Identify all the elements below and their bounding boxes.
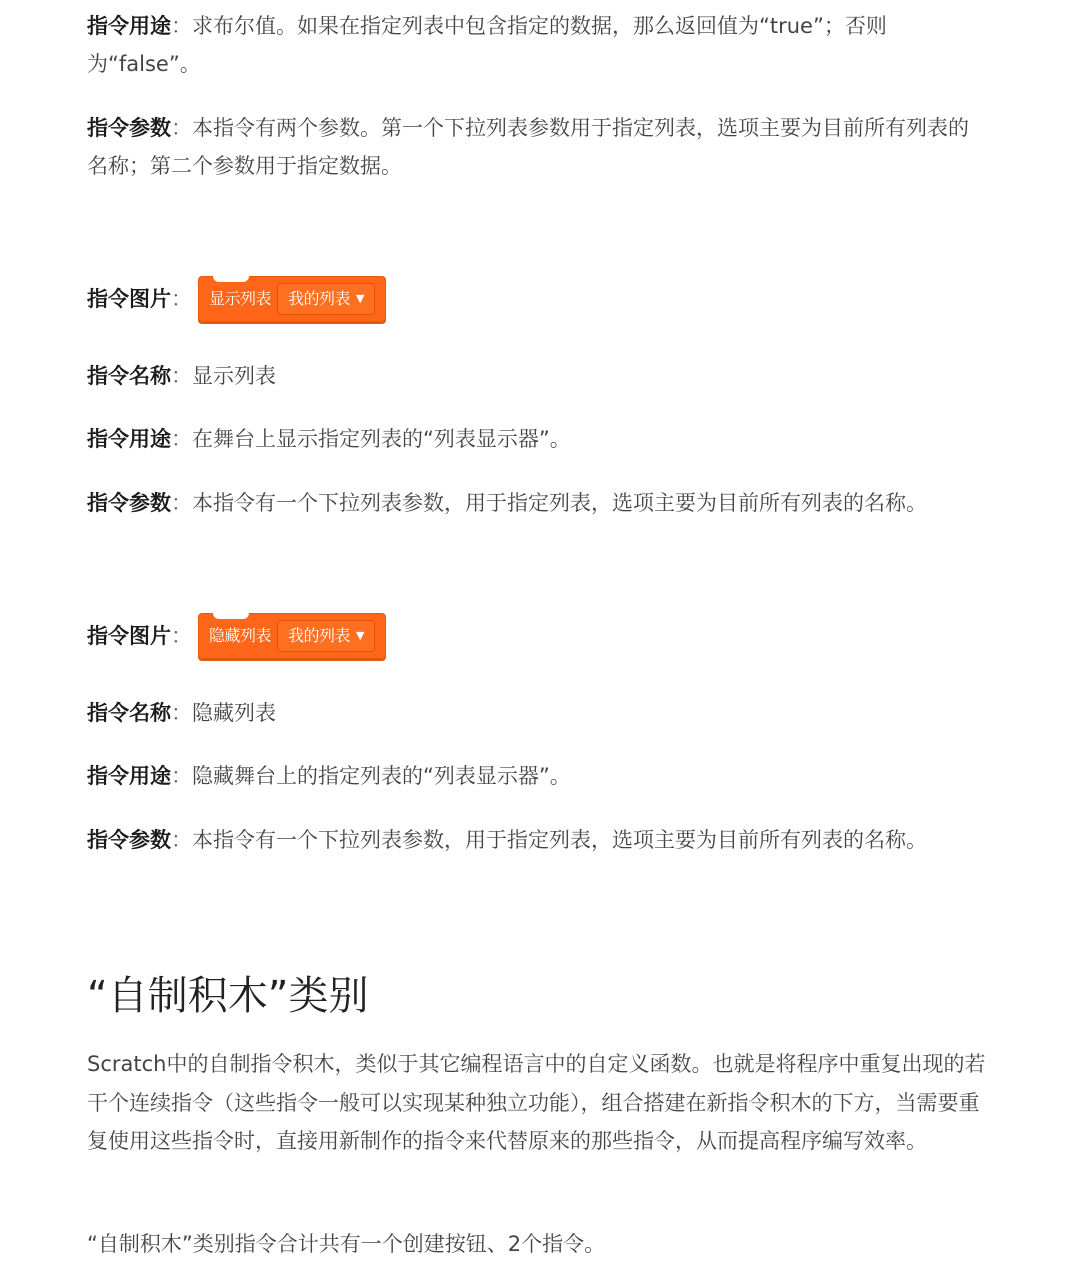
colon: ： (171, 491, 192, 515)
params-label: 指令参数 (87, 491, 171, 515)
usage-text: 求布尔值。如果在指定列表中包含指定的数据，那么返回值为“true”；否则为“false”。 (87, 14, 887, 76)
colon: ： (171, 427, 192, 451)
hide-list-block (198, 613, 386, 659)
colon: ： (171, 701, 192, 725)
block-notch (213, 613, 249, 619)
name-label: 指令名称 (87, 701, 171, 725)
list-dropdown (277, 620, 375, 652)
usage-label: 指令用途 (87, 427, 171, 451)
section-heading: “自制积木”类别 (87, 973, 369, 1019)
colon: ： (171, 624, 192, 648)
show-list-block (198, 276, 386, 322)
usage-label: 指令用途 (87, 764, 171, 788)
img-label: 指令图片 (87, 624, 171, 648)
params-label: 指令参数 (87, 116, 171, 140)
summary-paragraph: “自制积木”类别指令合计共有一个创建按钮、2个指令。 (87, 1232, 606, 1256)
name-label: 指令名称 (87, 364, 171, 388)
params-label: 指令参数 (87, 828, 171, 852)
s2-params (87, 821, 987, 859)
usage-text: 隐藏舞台上的指定列表的“列表显示器”。 (192, 764, 571, 788)
intro-paragraph: Scratch中的自制指令积木，类似于其它编程语言中的自定义函数。也就是将程序中重复出现的若干个连续指令（这些指令一般可以实现某种独立功能），组合搭建在新指令积木的下方，当需要重复使用这些指令时，直接用新制作的指令来代替原来的那些指令，从而提高程序编写效率。 (87, 1052, 986, 1153)
params-text: 本指令有两个参数。第一个下拉列表参数用于指定列表，选项主要为目前所有列表的名称；第二个参数用于指定数据。 (87, 116, 969, 178)
colon: ： (171, 764, 192, 788)
usage-text: 在舞台上显示指定列表的“列表显示器”。 (192, 427, 571, 451)
s0-params (87, 109, 987, 185)
dropdown-label: 我的列表 (288, 626, 351, 645)
params-text: 本指令有一个下拉列表参数，用于指定列表，选项主要为目前所有列表的名称。 (192, 828, 927, 852)
list-dropdown (277, 283, 375, 315)
colon: ： (171, 828, 192, 852)
caret-down-icon: ▼ (356, 629, 364, 642)
s1-params (87, 484, 987, 522)
caret-down-icon: ▼ (356, 292, 364, 305)
colon: ： (171, 287, 192, 311)
s1-image-row (87, 276, 987, 322)
colon: ： (171, 116, 192, 140)
block-label: 显示列表 (209, 289, 272, 308)
params-text: 本指令有一个下拉列表参数，用于指定列表，选项主要为目前所有列表的名称。 (192, 491, 927, 515)
colon: ： (171, 364, 192, 388)
s2-name (87, 694, 987, 732)
usage-label: 指令用途 (87, 14, 171, 38)
s1-name (87, 357, 987, 395)
s2-image-row (87, 613, 987, 659)
name-text: 隐藏列表 (192, 701, 276, 725)
s0-usage (87, 7, 987, 83)
name-text: 显示列表 (192, 364, 276, 388)
block-label: 隐藏列表 (209, 626, 272, 645)
s1-usage (87, 420, 987, 458)
colon: ： (171, 14, 192, 38)
dropdown-label: 我的列表 (288, 289, 351, 308)
s2-usage (87, 757, 987, 795)
block-notch (213, 276, 249, 282)
img-label: 指令图片 (87, 287, 171, 311)
